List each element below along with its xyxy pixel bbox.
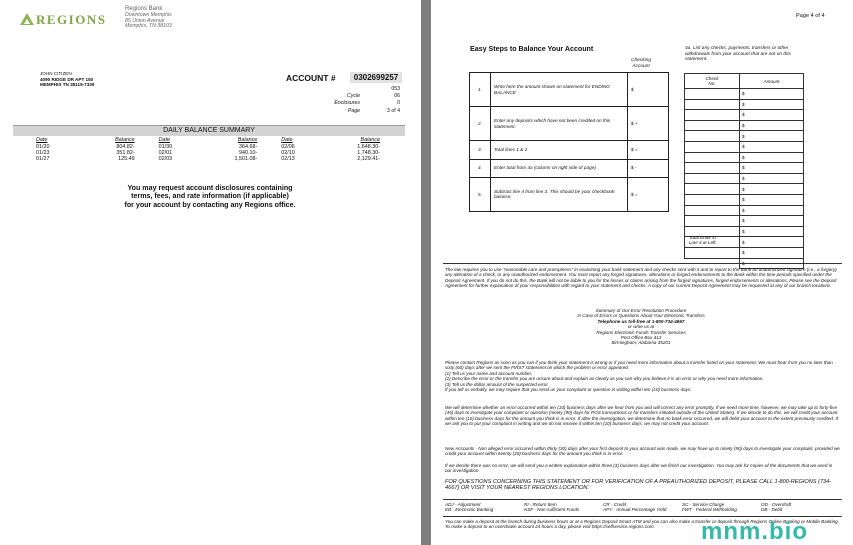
meta-label — [300, 86, 360, 93]
daily-balance-table — [28, 137, 396, 163]
legal-new-accounts-paragraph: New Accounts - Non alleged error occurred within thirty (30) days after your first deposit to your account was made, we may have up to ninety (90) days to investigate your complaint, provided we credit your account within twenty (20) business days for the amount you think is in error. — [445, 446, 840, 457]
bank-address-line: 85 Union Avenue — [125, 17, 165, 24]
grid-header-check-line: No. — [708, 81, 716, 86]
grid-header-check — [685, 74, 740, 89]
legal-contact-item: (2) Describe the error or the transfer you are unsure about and explain as clearly as you can why you believe it is an error or why you need more information. — [445, 376, 764, 382]
grid-amount-cell[interactable]: $ — [740, 226, 804, 237]
step-number: 2. — [470, 107, 491, 141]
balance-amount: 1,501.08- — [234, 156, 258, 163]
grid-check-cell[interactable] — [685, 184, 740, 195]
meta-value: 053 — [391, 86, 400, 92]
grid-amount-cell[interactable]: $ — [740, 120, 804, 131]
grid-check-cell[interactable] — [685, 131, 740, 142]
error-resolution-line: In Case of Errors or Questions About Your Electronic Transfers — [577, 313, 705, 319]
grid-row — [685, 141, 804, 152]
error-resolution-line: Regions Electronic Funds Transfer Services — [596, 329, 686, 335]
balance-amount: 1,648.30- — [357, 144, 380, 150]
grid-check-cell[interactable] — [685, 163, 740, 174]
grid-total-label — [689, 235, 716, 246]
step-number: 5. — [470, 177, 491, 211]
balance-steps-title: Easy Steps to Balance Your Account — [470, 45, 594, 53]
step-amount-field[interactable]: $ — [628, 73, 669, 107]
abbreviation: FWT - Federal Withholding — [682, 507, 737, 513]
legal-contact-paragraph — [445, 360, 840, 392]
meta-value: 3 of 4 — [387, 107, 400, 114]
error-resolution-phone: Telephone us toll-free at 1-800-734-4667 — [597, 318, 685, 324]
legal-no-error-paragraph: If we decide there was no error, we will send you a written explanation within three (3) business days after we finish our investigation. You may ask for copies of the documents that we used in our investigation. — [445, 463, 833, 474]
grid-check-cell[interactable] — [685, 141, 740, 152]
grid-amount-cell[interactable]: $ — [740, 89, 804, 100]
legal-contact-item: (1) Tell us your name and account number. — [445, 370, 533, 376]
page-number: Page 4 of 4 — [796, 13, 825, 19]
grid-row — [685, 163, 804, 174]
step-amount-field[interactable]: $ = — [628, 141, 669, 159]
grid-row — [685, 131, 804, 142]
balance-amount: 351.82- — [116, 150, 135, 157]
balance-amount: 125.49 — [118, 156, 135, 163]
balance-date: 01/27 — [36, 156, 50, 163]
grid-row — [685, 99, 804, 110]
account-number: 0302699257 — [350, 72, 402, 83]
balance-date: 01/30 — [158, 144, 173, 150]
col-header-date: Date — [281, 137, 293, 143]
grid-header-check-line: Check — [705, 76, 719, 81]
balance-amount: 2,129.41- — [357, 156, 380, 163]
error-resolution-line: Summary of Our Error Resolution Procedure — [595, 308, 687, 313]
balance-date: 01/20 — [36, 144, 50, 150]
grid-header-row — [685, 74, 804, 89]
grid-total-label-line: Line 4 at Left — [689, 240, 716, 246]
meta-label: Cycle — [347, 93, 360, 100]
col-header-balance: Balance — [237, 137, 258, 143]
regions-logo-inner — [24, 19, 30, 24]
error-resolution-line: Post Office Box 413 — [620, 335, 662, 341]
grid-check-cell[interactable] — [685, 194, 740, 205]
balance-date: 02/10 — [281, 150, 295, 157]
abbreviation: OD - Overdraft — [761, 502, 792, 507]
grid-amount-cell[interactable]: $ — [740, 131, 804, 142]
balance-steps-table — [469, 72, 669, 212]
grid-row — [685, 184, 804, 195]
col-header-balance: Balance — [360, 137, 380, 143]
footer-deposit-notice: You can make a deposit at the branch during business hours or at a Regions Deposit Smart ATM and you can also make a transfer or deposit through Regions Online Banking or Mobile Banking. To make a deposit to an overdrawn account 24 hours a day, please visit https://selfservice.regions.com. — [445, 519, 840, 530]
meta-row — [300, 100, 400, 107]
bank-name: Regions Bank — [125, 6, 163, 12]
bank-address — [125, 7, 172, 30]
legal-contact-text: Please contact Regions as soon as you can if you think your statement is wrong or if you need more information about a transfer listed on your statement. We must hear from you no later than sixty (60) days after we sent the FIRST statement on which the problem or error appeared. — [445, 360, 833, 371]
disclosure-notice — [100, 184, 320, 209]
customer-address — [40, 71, 94, 88]
abbreviation: APY - Annual Percentage Yield — [603, 507, 667, 513]
regions-logo-text: REGIONS — [36, 12, 107, 27]
disclosure-line: You may request account disclosures containing — [127, 184, 293, 192]
abbreviation: DB - Debit — [761, 507, 783, 513]
disclosure-line: terms, fees, and rate information (if applicable) — [131, 192, 289, 201]
grid-amount-cell[interactable]: $ — [740, 152, 804, 163]
abbreviation: NSF - Non-sufficient Funds — [524, 507, 580, 513]
grid-row — [685, 247, 804, 258]
balance-date: 02/13 — [281, 156, 295, 163]
grid-row — [685, 205, 804, 216]
daily-balance-summary-header: DAILY BALANCE SUMMARY — [13, 125, 405, 136]
section-divider — [443, 516, 842, 517]
table-row — [28, 156, 396, 162]
grid-check-cell[interactable] — [685, 152, 740, 163]
meta-label: Page — [347, 107, 360, 114]
step-text: Write here the amount shown on statement for ENDING BALANCE — [491, 73, 628, 107]
step-number: 1. — [470, 73, 491, 107]
step-row — [470, 73, 669, 107]
balance-amount: 804.82- — [116, 144, 135, 150]
meta-label: Enclosures — [334, 100, 360, 107]
balance-date: 02/06 — [281, 144, 295, 150]
grid-row — [685, 216, 804, 227]
grid-amount-cell[interactable]: $ — [740, 184, 804, 195]
balance-date: 01/23 — [36, 150, 50, 157]
checking-account-header — [627, 58, 655, 69]
step-text: Enter total from 4a (column on right side of page) — [491, 159, 628, 177]
error-resolution-line: Birmingham, Alabama 35201 — [611, 340, 671, 346]
col-header-date: Date — [36, 137, 48, 143]
checking-head-line: Account — [632, 63, 650, 69]
grid-row — [685, 89, 804, 100]
grid-header-amount: Amount — [740, 74, 804, 89]
step-text: Subtract line 4 from line 3. This should be your checkbook balance. — [491, 177, 628, 211]
customer-address-line: MEMPHIS TN 38115-7339 — [40, 82, 95, 88]
abbreviation: RI - Return Item — [524, 502, 557, 507]
grid-amount-cell[interactable]: $ — [740, 205, 804, 216]
grid-check-cell[interactable] — [685, 173, 740, 184]
balance-date: 02/01 — [158, 150, 173, 157]
grid-amount-cell[interactable]: $ — [740, 216, 804, 227]
customer-address-line: 4090 RIDGE DR APT 150 — [40, 76, 94, 82]
meta-row — [300, 93, 400, 100]
grid-amount-cell[interactable]: $ — [740, 110, 804, 121]
abbreviation: EB - Electronic Banking — [445, 507, 494, 513]
step-row — [470, 141, 669, 159]
balance-sheet-page — [431, 0, 853, 545]
table-header-row — [28, 137, 396, 144]
legal-contact-item: (3) Tell us the dollar amount of the suspected error. — [445, 381, 549, 387]
grid-row — [685, 110, 804, 121]
legal-notice-reasonable-care: The law requires you to use "reasonable care and promptness" in examining your bank statement and any checks sent with it and to report to the Bank an unauthorized signature (i.e., a forgery) any alteration of a check, or any unauthorized endorsement. You must report any forged signatures, alterations or forged endorsements to the Bank within the time periods specified under the Deposit Agreement. If you do not do this, the Bank will not be liable to you for the losses or claims arising from the forged signatures, forged endorsements or alterations. Please see the Deposit Agreement for further explanation of your responsibilities with regard to your statement and checks. A copy of our current Deposit Agreement may be requested at any of our branch locations. — [445, 267, 837, 289]
grid-amount-cell[interactable]: $ — [740, 99, 804, 110]
step-text: Total lines 1 & 2 — [491, 141, 628, 159]
abbreviation: ADJ - Adjustment — [445, 502, 481, 507]
grid-row — [685, 194, 804, 205]
col-header-date: Date — [158, 137, 171, 143]
checking-head-line: Checking — [631, 58, 651, 63]
grid-amount-cell[interactable]: $ — [740, 173, 804, 184]
step-amount-field[interactable]: $ - — [628, 159, 669, 177]
meta-value: 0 — [397, 100, 400, 107]
grid-row — [685, 120, 804, 131]
balance-amount: 940.10- — [238, 150, 258, 157]
col-header-balance: Balance — [115, 137, 135, 143]
legal-contact-item: If you tell us verbally, we may require that you send us your complaint or question in writing within ten (10) business days. — [445, 387, 692, 393]
step-amount-field[interactable]: $ + — [628, 107, 669, 141]
step-number: 4. — [470, 159, 491, 177]
balance-amount: 364.68- — [238, 144, 258, 150]
bank-address-line: Memphis, TN 38103 — [125, 23, 172, 30]
grid-amount-cell[interactable]: $ — [740, 247, 804, 258]
meta-row — [300, 86, 400, 93]
statement-meta — [300, 86, 400, 115]
grid-amount-cell[interactable]: $ — [740, 163, 804, 174]
grid-row — [685, 152, 804, 163]
account-label: ACCOUNT # — [286, 73, 336, 83]
meta-row — [300, 108, 400, 115]
abbreviations-row — [445, 507, 840, 512]
balance-date: 02/03 — [158, 156, 173, 163]
statement-page — [0, 0, 421, 545]
step-amount-field[interactable]: $ = — [628, 177, 669, 211]
grid-check-cell[interactable] — [685, 99, 740, 110]
step-number: 3. — [470, 141, 491, 159]
grid-check-cell[interactable] — [685, 216, 740, 227]
error-resolution-line: or write us at — [627, 324, 655, 330]
outstanding-items-note: 4a. List any checks, payments, transfers or other withdrawals from your account that are not on this statement. — [685, 46, 791, 63]
grid-amount-cell[interactable]: $ — [740, 194, 804, 205]
error-resolution-block — [531, 308, 751, 346]
step-row — [470, 159, 669, 177]
section-divider — [443, 263, 842, 264]
customer-name: JOHN CITIZEN — [40, 71, 72, 76]
abbreviation: CR - Credit — [603, 502, 626, 507]
grid-total-cell[interactable]: $ — [740, 258, 804, 269]
disclosure-line: for your account by contacting any Regions office. — [124, 200, 296, 209]
meta-value: 06 — [394, 93, 400, 100]
step-row — [470, 107, 669, 141]
abbreviation: SC - Service Charge — [682, 502, 725, 507]
step-text: Enter any deposits which have not been credited on this statement. — [491, 107, 628, 141]
grid-total-label-line: Total Enter in — [689, 235, 716, 240]
legal-questions-paragraph: FOR QUESTIONS CONCERNING THIS STATEMENT OR FOR VERIFICATION OF A PREAUTHORIZED DEPOSIT, PLEASE CALL 1-800-REGIONS (734-4667) OR VISIT YOUR NEAREST REGIONS LOCATION. — [445, 479, 832, 492]
balance-amount: 1,748.30- — [357, 150, 380, 157]
section-divider — [443, 499, 842, 500]
grid-amount-cell[interactable]: $ — [740, 141, 804, 152]
grid-row — [685, 173, 804, 184]
watermark-logo: mnm.bio — [701, 518, 808, 545]
legal-investigation-paragraph: We will determine whether an error occurred within ten (10) business days after we hear from you and will correct any error promptly. If we need more time, however, we may take up to forty-five (45) days to investigate your complaint or question (ninety (90) days for POS transactions or for transfers initiated outside of the United States). If we decide to do this, we will credit your account within ten (10) business days for the amount you think is in error. If after the investigation, we determine that no bank error occurred, we will debit your account to the extent previously credited. If we ask you to put your complaint in writing and we do not receive it within ten (10) business days, we may not credit your account. — [445, 405, 839, 427]
grid-check-cell[interactable] — [685, 205, 740, 216]
grid-amount-cell[interactable]: $ — [740, 237, 804, 248]
bank-address-line: Downtown Memphis — [125, 11, 172, 18]
grid-check-cell[interactable] — [685, 247, 740, 258]
grid-check-cell[interactable] — [685, 120, 740, 131]
abbreviations-legend — [445, 502, 840, 513]
grid-check-cell[interactable] — [685, 110, 740, 121]
step-row — [470, 177, 669, 211]
grid-check-cell[interactable] — [685, 89, 740, 100]
